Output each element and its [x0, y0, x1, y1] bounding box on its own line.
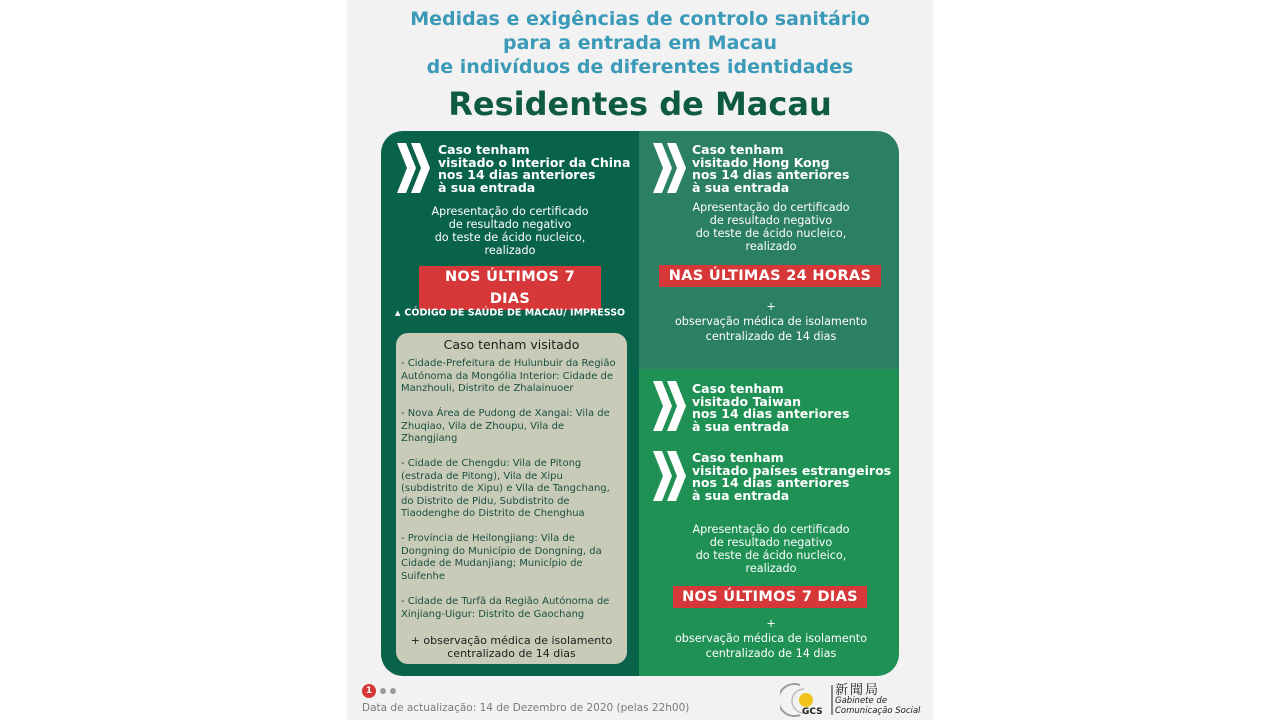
- panel-taiwan-foreign: [639, 369, 899, 676]
- list-item: - Cidade-Prefeitura de Hulunbuir da Região Autónoma da Mongólia Interior: Cidade de Manzhouli, Distrito de Zhalainuoer: [401, 358, 616, 394]
- taiwan-time-badge: NOS ÚLTIMOS 7 DIAS: [673, 586, 867, 608]
- page-dot[interactable]: [390, 688, 396, 694]
- double-chevron-right-icon: [653, 451, 687, 501]
- page-dot-active[interactable]: 1: [362, 684, 376, 698]
- china-body: Apresentação do certificado de resultado negativo do teste de ácido nucleico, realizado: [431, 205, 589, 257]
- visited-title: Caso tenham visitado: [443, 337, 580, 352]
- list-item: - Cidade de Chengdu: Vila de Pitong (estrada de Pitong), Vila de Xipu (subdistrito de Xipu) e Vila de Tangchang, do Distrito de Pidu, Subdistrito de Tiaodenghe do Distrito de Chenghua: [401, 458, 610, 519]
- list-item: - Nova Área de Pudong de Xangai: Vila de Zhuqiao, Vila de Zhoupu, Vila de Zhangjiang: [401, 408, 610, 444]
- visited-areas-box: [396, 333, 627, 664]
- list-item: - Cidade de Turfã da Região Autónoma de Xinjiang-Uigur: Distrito de Gaochang: [401, 596, 610, 620]
- panel-hong-kong: [639, 131, 899, 369]
- china-headline: Caso tenham visitado o Interior da China nos 14 dias anteriores à sua entrada: [438, 142, 631, 195]
- header-line-3: de indivíduos de diferentes identidades: [426, 56, 854, 78]
- update-date: Data de actualização: 14 de Dezembro de 2020 (pelas 22h00): [362, 702, 690, 714]
- list-item: - Província de Heilongjiang: Vila de Dongning do Município de Dongning, da Cidade de Mudanjiang; Município de Suifenhe: [401, 533, 602, 582]
- health-code-label: CÓDIGO DE SAÚDE DE MACAU/ IMPRESSO: [404, 307, 626, 319]
- page-dot[interactable]: [380, 688, 386, 694]
- taiwan-body: Apresentação do certificado de resultado negativo do teste de ácido nucleico, realizado: [692, 523, 850, 575]
- taiwan-extra: + observação médica de isolamento centralizado de 14 dias: [674, 617, 868, 660]
- health-code-note: [395, 307, 625, 320]
- foreign-headline: Caso tenham visitado países estrangeiros nos 14 dias anteriores à sua entrada: [692, 450, 892, 503]
- hk-time-badge: NAS ÚLTIMAS 24 HORAS: [659, 265, 881, 287]
- double-chevron-right-icon: [397, 143, 431, 193]
- double-chevron-right-icon: [653, 143, 687, 193]
- hk-extra: + observação médica de isolamento centralizado de 14 dias: [674, 300, 868, 343]
- hk-body: Apresentação do certificado de resultado negativo do teste de ácido nucleico, realizado: [692, 201, 850, 253]
- hk-headline: Caso tenham visitado Hong Kong nos 14 dias anteriores à sua entrada: [692, 142, 850, 195]
- visited-footer: + observação médica de isolamento centralizado de 14 dias: [410, 634, 613, 660]
- gcs-abbr: GCS: [802, 707, 823, 717]
- page-title: Residentes de Macau: [448, 85, 832, 123]
- china-time-badge: NOS ÚLTIMOS 7 DIAS: [419, 266, 601, 310]
- header-line-2: para a entrada em Macau: [502, 32, 778, 54]
- double-chevron-right-icon: [653, 381, 687, 431]
- gcs-chinese-name: 新聞局: [835, 683, 881, 698]
- gcs-portuguese-name: Gabinete de Comunicação Social: [835, 696, 921, 716]
- triangle-up-icon: ▲: [395, 309, 401, 317]
- header-line-1: Medidas e exigências de controlo sanitário: [410, 8, 870, 30]
- gcs-emblem-icon: [780, 683, 834, 717]
- taiwan-headline: Caso tenham visitado Taiwan nos 14 dias anteriores à sua entrada: [692, 381, 850, 434]
